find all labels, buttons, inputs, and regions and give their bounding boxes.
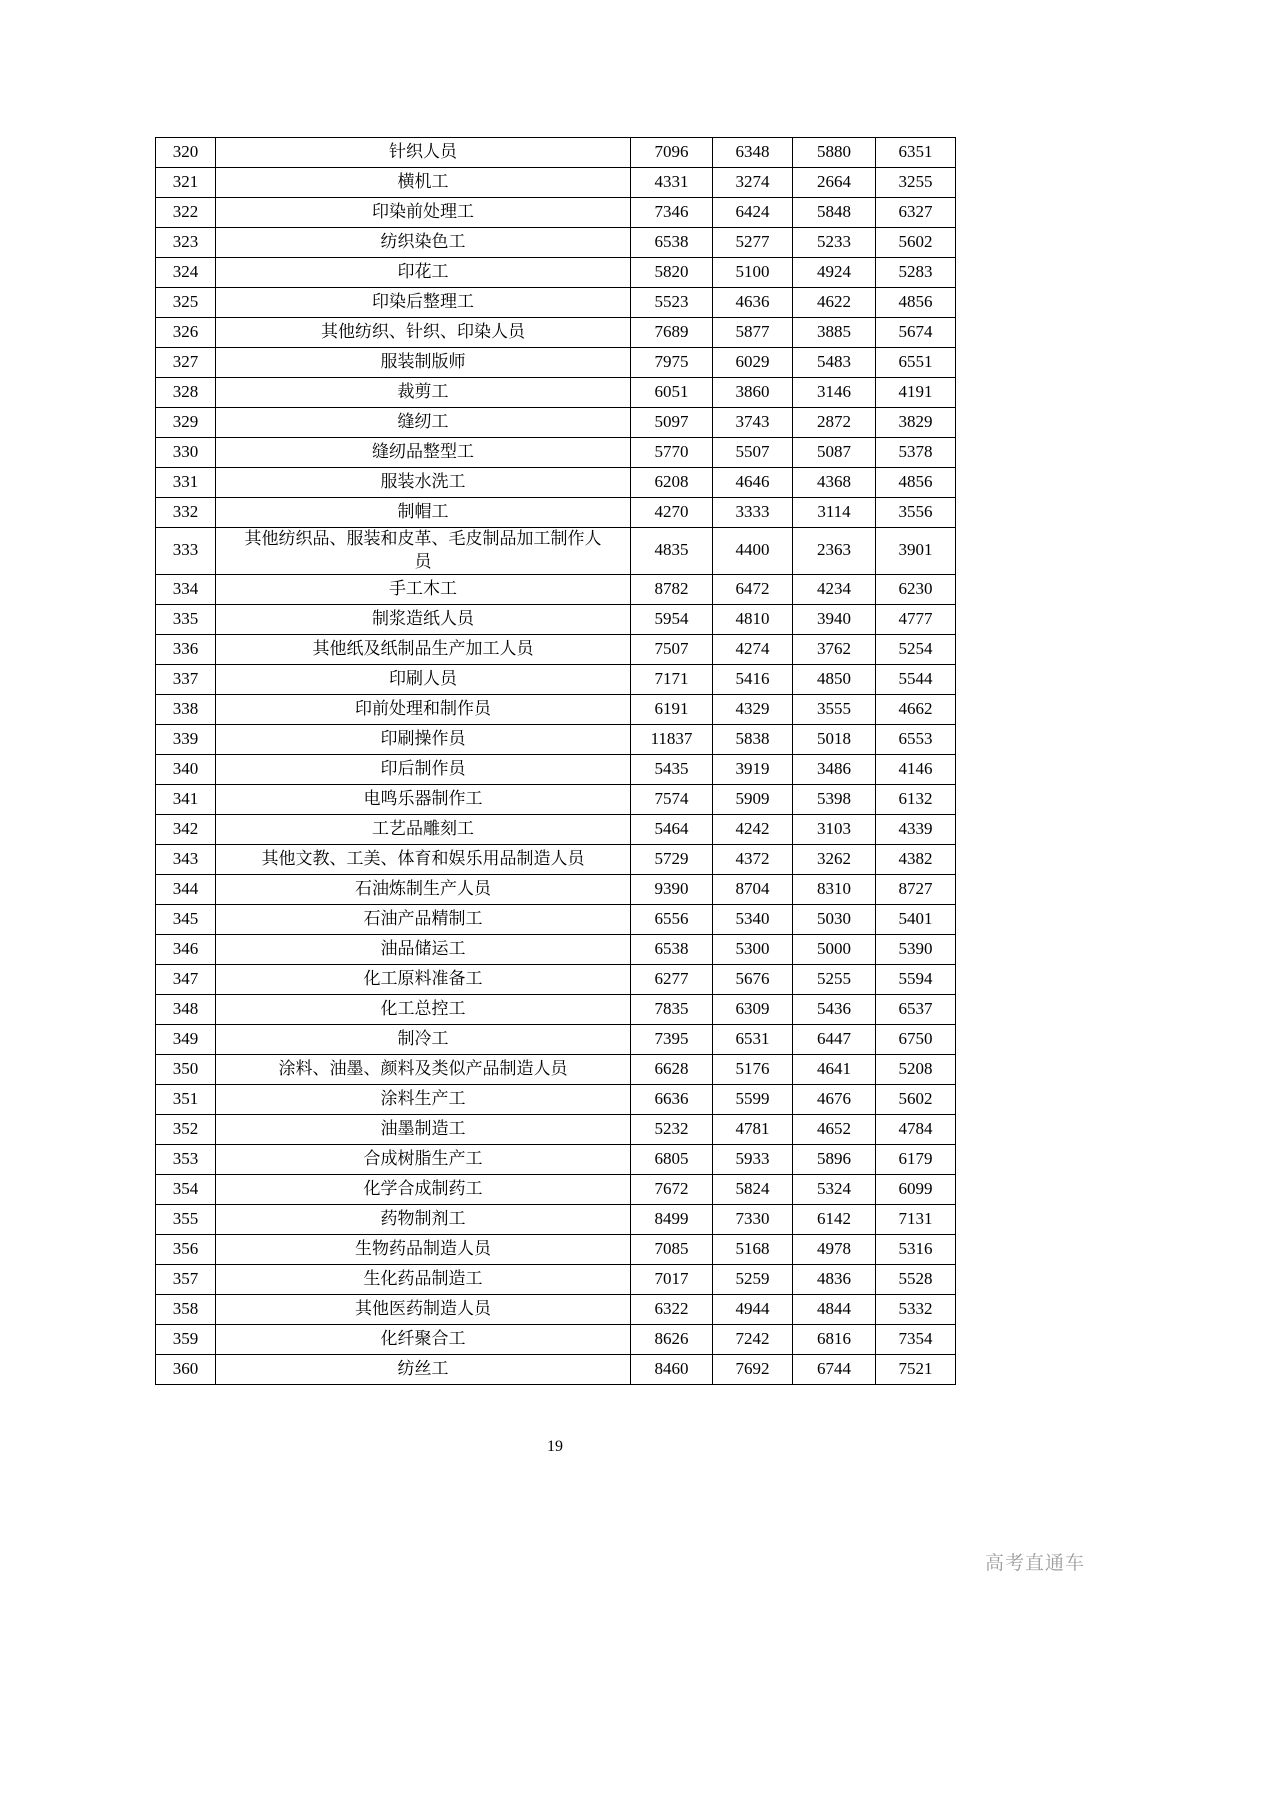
salary-value-cell: 6447 — [793, 1024, 876, 1054]
salary-value-cell: 4146 — [876, 754, 956, 784]
salary-value-cell: 6816 — [793, 1324, 876, 1354]
salary-value-cell: 4242 — [713, 814, 793, 844]
table-row — [156, 1174, 956, 1204]
row-number-cell: 329 — [156, 408, 216, 438]
occupation-name-cell: 纺织染色工 — [216, 228, 631, 258]
row-number-cell: 339 — [156, 724, 216, 754]
salary-value-cell: 6142 — [793, 1204, 876, 1234]
row-number-cell: 341 — [156, 784, 216, 814]
salary-value-cell: 5909 — [713, 784, 793, 814]
table-row — [156, 258, 956, 288]
salary-value-cell: 4662 — [876, 694, 956, 724]
salary-value-cell: 4810 — [713, 604, 793, 634]
salary-value-cell: 7521 — [876, 1354, 956, 1384]
occupation-name-cell: 涂料、油墨、颜料及类似产品制造人员 — [216, 1054, 631, 1084]
table-row — [156, 934, 956, 964]
table-row — [156, 1084, 956, 1114]
occupation-name-cell: 化纤聚合工 — [216, 1324, 631, 1354]
salary-value-cell: 5528 — [876, 1264, 956, 1294]
salary-value-cell: 3555 — [793, 694, 876, 724]
salary-value-cell: 5332 — [876, 1294, 956, 1324]
salary-value-cell: 4372 — [713, 844, 793, 874]
table-row — [156, 904, 956, 934]
occupation-name-cell: 印染前处理工 — [216, 198, 631, 228]
salary-value-cell: 5087 — [793, 438, 876, 468]
table-row — [156, 604, 956, 634]
salary-value-cell: 4646 — [713, 468, 793, 498]
salary-value-cell: 7242 — [713, 1324, 793, 1354]
salary-value-cell: 3556 — [876, 498, 956, 528]
table-row — [156, 438, 956, 468]
table-row — [156, 574, 956, 604]
salary-value-cell: 4636 — [713, 288, 793, 318]
row-number-cell: 333 — [156, 528, 216, 575]
salary-value-cell: 5896 — [793, 1144, 876, 1174]
salary-value-cell: 6327 — [876, 198, 956, 228]
salary-value-cell: 7085 — [631, 1234, 713, 1264]
salary-value-cell: 6805 — [631, 1144, 713, 1174]
salary-value-cell: 5324 — [793, 1174, 876, 1204]
salary-value-cell: 2872 — [793, 408, 876, 438]
table-row — [156, 378, 956, 408]
occupation-name-cell: 缝纫品整型工 — [216, 438, 631, 468]
salary-value-cell: 3333 — [713, 498, 793, 528]
salary-value-cell: 5848 — [793, 198, 876, 228]
occupation-name-cell: 手工木工 — [216, 574, 631, 604]
salary-value-cell: 5232 — [631, 1114, 713, 1144]
salary-value-cell: 4329 — [713, 694, 793, 724]
salary-value-cell: 8782 — [631, 574, 713, 604]
salary-value-cell: 3743 — [713, 408, 793, 438]
salary-value-cell: 6538 — [631, 228, 713, 258]
salary-value-cell: 5300 — [713, 934, 793, 964]
salary-value-cell: 5255 — [793, 964, 876, 994]
salary-value-cell: 5277 — [713, 228, 793, 258]
row-number-cell: 345 — [156, 904, 216, 934]
salary-value-cell: 4676 — [793, 1084, 876, 1114]
table-row — [156, 1294, 956, 1324]
salary-value-cell: 5168 — [713, 1234, 793, 1264]
salary-value-cell: 3860 — [713, 378, 793, 408]
salary-value-cell: 9390 — [631, 874, 713, 904]
salary-value-cell: 3901 — [876, 528, 956, 575]
salary-value-cell: 5676 — [713, 964, 793, 994]
occupation-name-cell: 服装水洗工 — [216, 468, 631, 498]
table-row — [156, 634, 956, 664]
salary-value-cell: 3885 — [793, 318, 876, 348]
salary-value-cell: 4978 — [793, 1234, 876, 1264]
salary-value-cell: 5401 — [876, 904, 956, 934]
salary-value-cell: 4856 — [876, 468, 956, 498]
salary-value-cell: 4274 — [713, 634, 793, 664]
table-row — [156, 168, 956, 198]
row-number-cell: 331 — [156, 468, 216, 498]
occupation-name-cell: 生物药品制造人员 — [216, 1234, 631, 1264]
occupation-name-cell: 其他纺织品、服装和皮革、毛皮制品加工制作人员 — [216, 528, 631, 575]
salary-value-cell: 5416 — [713, 664, 793, 694]
salary-value-cell: 4339 — [876, 814, 956, 844]
occupation-name-cell: 制帽工 — [216, 498, 631, 528]
occupation-name-cell: 服装制版师 — [216, 348, 631, 378]
row-number-cell: 360 — [156, 1354, 216, 1384]
table-row — [156, 228, 956, 258]
salary-value-cell: 6531 — [713, 1024, 793, 1054]
salary-value-cell: 5435 — [631, 754, 713, 784]
salary-value-cell: 5824 — [713, 1174, 793, 1204]
salary-value-cell: 7395 — [631, 1024, 713, 1054]
occupation-name-cell: 石油产品精制工 — [216, 904, 631, 934]
occupation-name-cell: 合成树脂生产工 — [216, 1144, 631, 1174]
table-row — [156, 754, 956, 784]
salary-value-cell: 7346 — [631, 198, 713, 228]
salary-value-cell: 4836 — [793, 1264, 876, 1294]
salary-value-cell: 8310 — [793, 874, 876, 904]
row-number-cell: 355 — [156, 1204, 216, 1234]
table-row — [156, 694, 956, 724]
table-row — [156, 1204, 956, 1234]
occupation-name-cell: 其他纺织、针织、印染人员 — [216, 318, 631, 348]
occupation-name-cell: 其他文教、工美、体育和娱乐用品制造人员 — [216, 844, 631, 874]
salary-value-cell: 7975 — [631, 348, 713, 378]
occupation-name-cell: 缝纫工 — [216, 408, 631, 438]
row-number-cell: 347 — [156, 964, 216, 994]
table-row — [156, 874, 956, 904]
salary-value-cell: 5233 — [793, 228, 876, 258]
salary-value-cell: 8626 — [631, 1324, 713, 1354]
occupation-name-cell: 印花工 — [216, 258, 631, 288]
salary-value-cell: 5018 — [793, 724, 876, 754]
salary-value-cell: 3762 — [793, 634, 876, 664]
row-number-cell: 330 — [156, 438, 216, 468]
row-number-cell: 323 — [156, 228, 216, 258]
table-row — [156, 1354, 956, 1384]
row-number-cell: 350 — [156, 1054, 216, 1084]
salary-value-cell: 4784 — [876, 1114, 956, 1144]
row-number-cell: 334 — [156, 574, 216, 604]
table-row — [156, 1024, 956, 1054]
salary-value-cell: 4191 — [876, 378, 956, 408]
table-row — [156, 288, 956, 318]
salary-value-cell: 3919 — [713, 754, 793, 784]
page-number: 19 — [547, 1438, 563, 1455]
salary-value-cell: 4331 — [631, 168, 713, 198]
row-number-cell: 338 — [156, 694, 216, 724]
salary-value-cell: 5283 — [876, 258, 956, 288]
salary-value-cell: 3103 — [793, 814, 876, 844]
table-row — [156, 784, 956, 814]
salary-value-cell: 5599 — [713, 1084, 793, 1114]
occupation-name-cell: 化工原料准备工 — [216, 964, 631, 994]
table-row — [156, 1114, 956, 1144]
salary-value-cell: 6556 — [631, 904, 713, 934]
salary-value-cell: 4368 — [793, 468, 876, 498]
row-number-cell: 352 — [156, 1114, 216, 1144]
salary-value-cell: 5820 — [631, 258, 713, 288]
occupation-name-cell: 印刷人员 — [216, 664, 631, 694]
row-number-cell: 354 — [156, 1174, 216, 1204]
salary-value-cell: 5954 — [631, 604, 713, 634]
salary-value-cell: 5729 — [631, 844, 713, 874]
salary-value-cell: 7131 — [876, 1204, 956, 1234]
salary-value-cell: 7507 — [631, 634, 713, 664]
salary-value-cell: 6750 — [876, 1024, 956, 1054]
row-number-cell: 337 — [156, 664, 216, 694]
occupation-name-cell: 其他纸及纸制品生产加工人员 — [216, 634, 631, 664]
salary-value-cell: 6351 — [876, 138, 956, 168]
table-row — [156, 468, 956, 498]
table-row — [156, 348, 956, 378]
salary-value-cell: 5254 — [876, 634, 956, 664]
row-number-cell: 326 — [156, 318, 216, 348]
salary-value-cell: 5259 — [713, 1264, 793, 1294]
watermark-text: 高考直通车 — [985, 1553, 1086, 1574]
salary-value-cell: 5398 — [793, 784, 876, 814]
salary-value-cell: 6277 — [631, 964, 713, 994]
salary-value-cell: 7096 — [631, 138, 713, 168]
occupation-name-cell: 化学合成制药工 — [216, 1174, 631, 1204]
salary-value-cell: 8727 — [876, 874, 956, 904]
salary-value-cell: 8460 — [631, 1354, 713, 1384]
salary-value-cell: 6553 — [876, 724, 956, 754]
salary-value-cell: 8704 — [713, 874, 793, 904]
salary-value-cell: 6472 — [713, 574, 793, 604]
salary-value-cell: 5176 — [713, 1054, 793, 1084]
table-row — [156, 138, 956, 168]
salary-value-cell: 3146 — [793, 378, 876, 408]
row-number-cell: 358 — [156, 1294, 216, 1324]
salary-value-cell: 6132 — [876, 784, 956, 814]
salary-value-cell: 2664 — [793, 168, 876, 198]
salary-value-cell: 3940 — [793, 604, 876, 634]
table-row — [156, 1234, 956, 1264]
salary-value-cell: 4270 — [631, 498, 713, 528]
salary-value-cell: 7672 — [631, 1174, 713, 1204]
occupation-name-cell: 印后制作员 — [216, 754, 631, 784]
row-number-cell: 342 — [156, 814, 216, 844]
row-number-cell: 346 — [156, 934, 216, 964]
salary-value-cell: 3274 — [713, 168, 793, 198]
salary-value-cell: 5770 — [631, 438, 713, 468]
row-number-cell: 324 — [156, 258, 216, 288]
salary-value-cell: 6322 — [631, 1294, 713, 1324]
salary-value-cell: 4850 — [793, 664, 876, 694]
table-row — [156, 408, 956, 438]
table-row — [156, 318, 956, 348]
salary-value-cell: 6179 — [876, 1144, 956, 1174]
row-number-cell: 328 — [156, 378, 216, 408]
row-number-cell: 343 — [156, 844, 216, 874]
salary-value-cell: 3262 — [793, 844, 876, 874]
salary-value-cell: 5544 — [876, 664, 956, 694]
row-number-cell: 344 — [156, 874, 216, 904]
table-row — [156, 724, 956, 754]
salary-value-cell: 5877 — [713, 318, 793, 348]
salary-value-cell: 5674 — [876, 318, 956, 348]
salary-value-cell: 5340 — [713, 904, 793, 934]
salary-value-cell: 5507 — [713, 438, 793, 468]
row-number-cell: 335 — [156, 604, 216, 634]
salary-value-cell: 6051 — [631, 378, 713, 408]
salary-value-cell: 4382 — [876, 844, 956, 874]
salary-value-cell: 7171 — [631, 664, 713, 694]
salary-value-cell: 4781 — [713, 1114, 793, 1144]
table-row — [156, 528, 956, 575]
table-row — [156, 664, 956, 694]
table-row — [156, 498, 956, 528]
occupation-name-cell: 纺丝工 — [216, 1354, 631, 1384]
row-number-cell: 340 — [156, 754, 216, 784]
salary-value-cell: 6099 — [876, 1174, 956, 1204]
salary-value-cell: 5602 — [876, 228, 956, 258]
salary-value-cell: 6424 — [713, 198, 793, 228]
occupation-name-cell: 其他医药制造人员 — [216, 1294, 631, 1324]
salary-value-cell: 5378 — [876, 438, 956, 468]
salary-value-cell: 5000 — [793, 934, 876, 964]
occupation-name-cell: 横机工 — [216, 168, 631, 198]
occupation-name-cell: 印前处理和制作员 — [216, 694, 631, 724]
table-row — [156, 844, 956, 874]
salary-value-cell: 6628 — [631, 1054, 713, 1084]
salary-value-cell: 5097 — [631, 408, 713, 438]
row-number-cell: 322 — [156, 198, 216, 228]
salary-value-cell: 6309 — [713, 994, 793, 1024]
salary-value-cell: 5594 — [876, 964, 956, 994]
salary-value-cell: 5316 — [876, 1234, 956, 1264]
salary-value-cell: 4777 — [876, 604, 956, 634]
occupation-name-cell: 生化药品制造工 — [216, 1264, 631, 1294]
occupation-name-cell: 涂料生产工 — [216, 1084, 631, 1114]
row-number-cell: 353 — [156, 1144, 216, 1174]
salary-value-cell: 6537 — [876, 994, 956, 1024]
salary-value-cell: 6744 — [793, 1354, 876, 1384]
salary-value-cell: 5436 — [793, 994, 876, 1024]
row-number-cell: 320 — [156, 138, 216, 168]
salary-value-cell: 4652 — [793, 1114, 876, 1144]
salary-value-cell: 3114 — [793, 498, 876, 528]
salary-value-cell: 5838 — [713, 724, 793, 754]
occupation-name-cell: 工艺品雕刻工 — [216, 814, 631, 844]
table-row — [156, 814, 956, 844]
salary-value-cell: 7574 — [631, 784, 713, 814]
occupation-name-cell: 油墨制造工 — [216, 1114, 631, 1144]
occupation-name-cell: 化工总控工 — [216, 994, 631, 1024]
salary-value-cell: 7835 — [631, 994, 713, 1024]
salary-value-cell: 6538 — [631, 934, 713, 964]
salary-value-cell: 6551 — [876, 348, 956, 378]
table-row — [156, 1264, 956, 1294]
row-number-cell: 325 — [156, 288, 216, 318]
table-row — [156, 198, 956, 228]
occupation-name-cell: 针织人员 — [216, 138, 631, 168]
salary-table — [155, 137, 956, 1385]
salary-value-cell: 4622 — [793, 288, 876, 318]
occupation-name-cell: 印染后整理工 — [216, 288, 631, 318]
salary-value-cell: 4835 — [631, 528, 713, 575]
salary-value-cell: 4944 — [713, 1294, 793, 1324]
occupation-name-cell: 电鸣乐器制作工 — [216, 784, 631, 814]
salary-value-cell: 11837 — [631, 724, 713, 754]
salary-value-cell: 5933 — [713, 1144, 793, 1174]
row-number-cell: 321 — [156, 168, 216, 198]
row-number-cell: 348 — [156, 994, 216, 1024]
occupation-name-cell: 印刷操作员 — [216, 724, 631, 754]
salary-value-cell: 5208 — [876, 1054, 956, 1084]
salary-value-cell: 5880 — [793, 138, 876, 168]
occupation-name-cell: 裁剪工 — [216, 378, 631, 408]
salary-value-cell: 6348 — [713, 138, 793, 168]
occupation-name-cell: 油品储运工 — [216, 934, 631, 964]
row-number-cell: 332 — [156, 498, 216, 528]
table-row — [156, 1144, 956, 1174]
row-number-cell: 357 — [156, 1264, 216, 1294]
salary-value-cell: 7017 — [631, 1264, 713, 1294]
salary-value-cell: 4856 — [876, 288, 956, 318]
salary-value-cell: 5483 — [793, 348, 876, 378]
row-number-cell: 356 — [156, 1234, 216, 1264]
salary-table-body — [156, 138, 956, 1385]
salary-value-cell: 6208 — [631, 468, 713, 498]
salary-value-cell: 6636 — [631, 1084, 713, 1114]
salary-value-cell: 7689 — [631, 318, 713, 348]
salary-value-cell: 4641 — [793, 1054, 876, 1084]
salary-value-cell: 5030 — [793, 904, 876, 934]
salary-value-cell: 4924 — [793, 258, 876, 288]
salary-value-cell: 5602 — [876, 1084, 956, 1114]
occupation-name-cell: 石油炼制生产人员 — [216, 874, 631, 904]
salary-value-cell: 4234 — [793, 574, 876, 604]
row-number-cell: 359 — [156, 1324, 216, 1354]
salary-value-cell: 3255 — [876, 168, 956, 198]
salary-value-cell: 6029 — [713, 348, 793, 378]
salary-value-cell: 5100 — [713, 258, 793, 288]
salary-value-cell: 5523 — [631, 288, 713, 318]
salary-value-cell: 6230 — [876, 574, 956, 604]
row-number-cell: 351 — [156, 1084, 216, 1114]
salary-value-cell: 3829 — [876, 408, 956, 438]
salary-value-cell: 4844 — [793, 1294, 876, 1324]
table-row — [156, 994, 956, 1024]
row-number-cell: 327 — [156, 348, 216, 378]
salary-value-cell: 8499 — [631, 1204, 713, 1234]
occupation-name-cell: 药物制剂工 — [216, 1204, 631, 1234]
table-row — [156, 1054, 956, 1084]
salary-value-cell: 3486 — [793, 754, 876, 784]
table-row — [156, 964, 956, 994]
row-number-cell: 349 — [156, 1024, 216, 1054]
salary-value-cell: 5390 — [876, 934, 956, 964]
salary-value-cell: 2363 — [793, 528, 876, 575]
salary-value-cell: 7692 — [713, 1354, 793, 1384]
occupation-name-cell: 制浆造纸人员 — [216, 604, 631, 634]
salary-value-cell: 4400 — [713, 528, 793, 575]
salary-value-cell: 6191 — [631, 694, 713, 724]
table-row — [156, 1324, 956, 1354]
salary-value-cell: 7330 — [713, 1204, 793, 1234]
salary-value-cell: 7354 — [876, 1324, 956, 1354]
occupation-name-cell: 制冷工 — [216, 1024, 631, 1054]
row-number-cell: 336 — [156, 634, 216, 664]
salary-value-cell: 5464 — [631, 814, 713, 844]
